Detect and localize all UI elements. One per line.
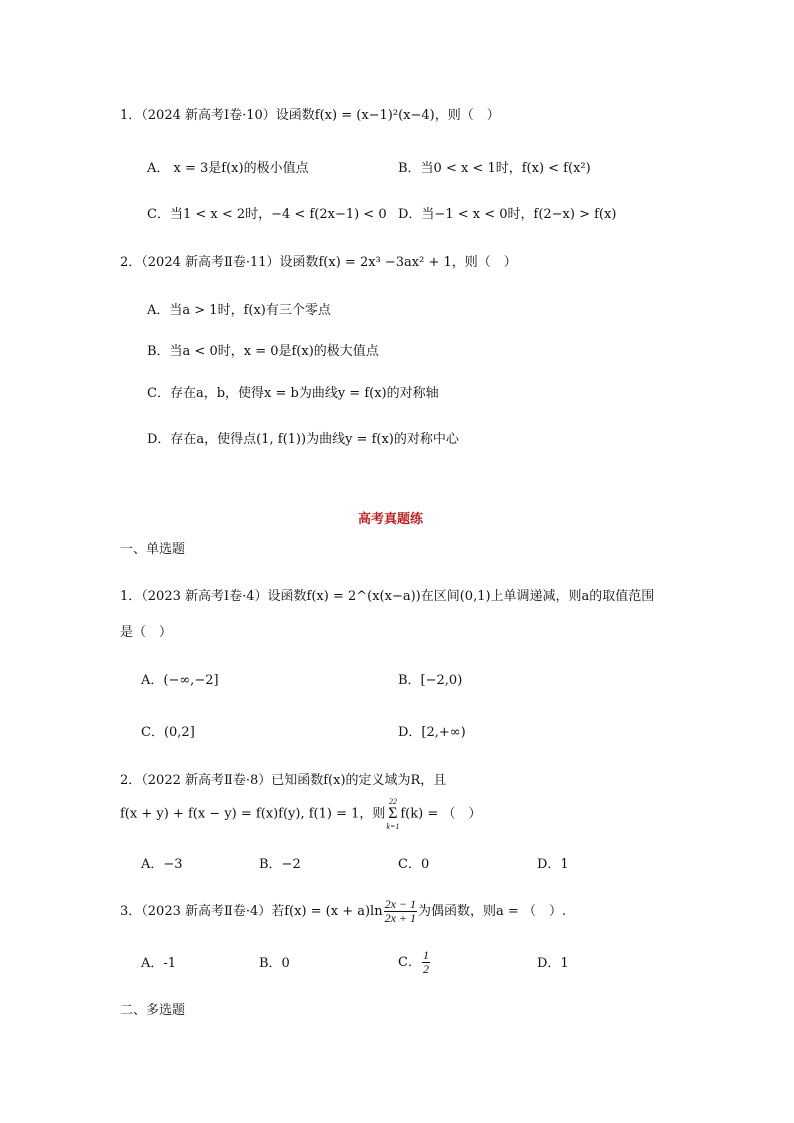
problem-3-option-a: A．-1 <box>141 956 177 971</box>
sigma-icon: Σ <box>388 805 398 822</box>
problem-2-option-d: D．1 <box>537 857 569 872</box>
q2-2024-option-b: B．当a < 0时，x = 0是f(x)的极大值点 <box>147 344 379 359</box>
q1-2024-option-b: B．当0 < x < 1时，f(x) < f(x²) <box>398 161 591 176</box>
part-two-heading: 二、多选题 <box>120 1003 186 1018</box>
problem-1-option-a: A．(−∞,−2] <box>141 673 219 688</box>
problem-1-stem-line2: 是（ ） <box>120 625 173 640</box>
problem-2-stem-line2 <box>120 797 481 832</box>
problem-3-option-c <box>398 946 431 980</box>
q2-2024-option-c: C．存在a，b，使得x = b为曲线y = f(x)的对称轴 <box>147 386 439 401</box>
q1-2024-option-a: A． x = 3是f(x)的极小值点 <box>147 161 309 176</box>
option-c-denominator: 2 <box>422 962 429 976</box>
problem-1-option-c: C．(0,2] <box>141 725 195 740</box>
problem-3-stem-right: 为偶函数，则a = （ ）. <box>418 904 567 919</box>
problem-3-option-b: B．0 <box>259 956 290 971</box>
q1-2024-option-c: C．当1 < x < 2时，−4 < f(2x−1) < 0 <box>147 207 387 222</box>
question-2-2024-stem: 2．（2024 新高考Ⅱ卷·11）设函数f(x) = 2x³ −3ax² + 1，则（ ） <box>120 255 517 270</box>
problem-2-sum-expression: f(k) = （ ） <box>400 806 482 822</box>
part-one-heading: 一、单选题 <box>120 542 186 557</box>
problem-2-equation: f(x + y) + f(x − y) = f(x)f(y), f(1) = 1，则 <box>120 806 386 822</box>
problem-1-option-d: D．[2,+∞) <box>398 725 466 740</box>
sum-upper-limit: 22 <box>388 797 397 806</box>
q2-2024-option-d: D．存在a，使得点(1, f(1))为曲线y = f(x)的对称中心 <box>147 432 459 447</box>
section-title: 高考真题练 <box>358 512 424 527</box>
fraction-denominator: 2x + 1 <box>384 911 417 925</box>
problem-2-option-a: A．−3 <box>141 857 183 872</box>
option-c-label: C． <box>398 955 421 970</box>
problem-3-option-d: D．1 <box>537 956 569 971</box>
problem-2-option-b: B．−2 <box>259 857 301 872</box>
q1-2024-option-d: D．当−1 < x < 0时，f(2−x) > f(x) <box>398 207 617 222</box>
problem-3-stem-left: 3．（2023 新高考Ⅱ卷·4）若f(x) = (x + a)ln <box>120 904 383 919</box>
fraction-numerator: 2x − 1 <box>384 897 417 911</box>
problem-2-option-c: C．0 <box>398 857 430 872</box>
summation-symbol <box>386 797 399 831</box>
problem-2-stem-line1: 2．（2022 新高考Ⅱ卷·8）已知函数f(x)的定义域为R，且 <box>120 773 447 788</box>
option-c-numerator: 1 <box>422 948 429 962</box>
problem-1-stem-line1: 1．（2023 新高考Ⅰ卷·4）设函数f(x) = 2^(x(x−a))在区间(0,1)上单调递减，则a的取值范围 <box>120 589 655 604</box>
question-1-2024-stem: 1．（2024 新高考Ⅰ卷·10）设函数f(x) = (x−1)²(x−4)，则（ ） <box>120 108 500 123</box>
q2-2024-option-a: A．当a > 1时，f(x)有三个零点 <box>147 303 331 318</box>
problem-3-stem <box>120 895 566 929</box>
option-c-fraction <box>422 949 430 976</box>
problem-1-option-b: B．[−2,0) <box>398 673 463 688</box>
problem-3-fraction <box>384 898 417 925</box>
sum-lower-limit: k=1 <box>386 822 400 831</box>
